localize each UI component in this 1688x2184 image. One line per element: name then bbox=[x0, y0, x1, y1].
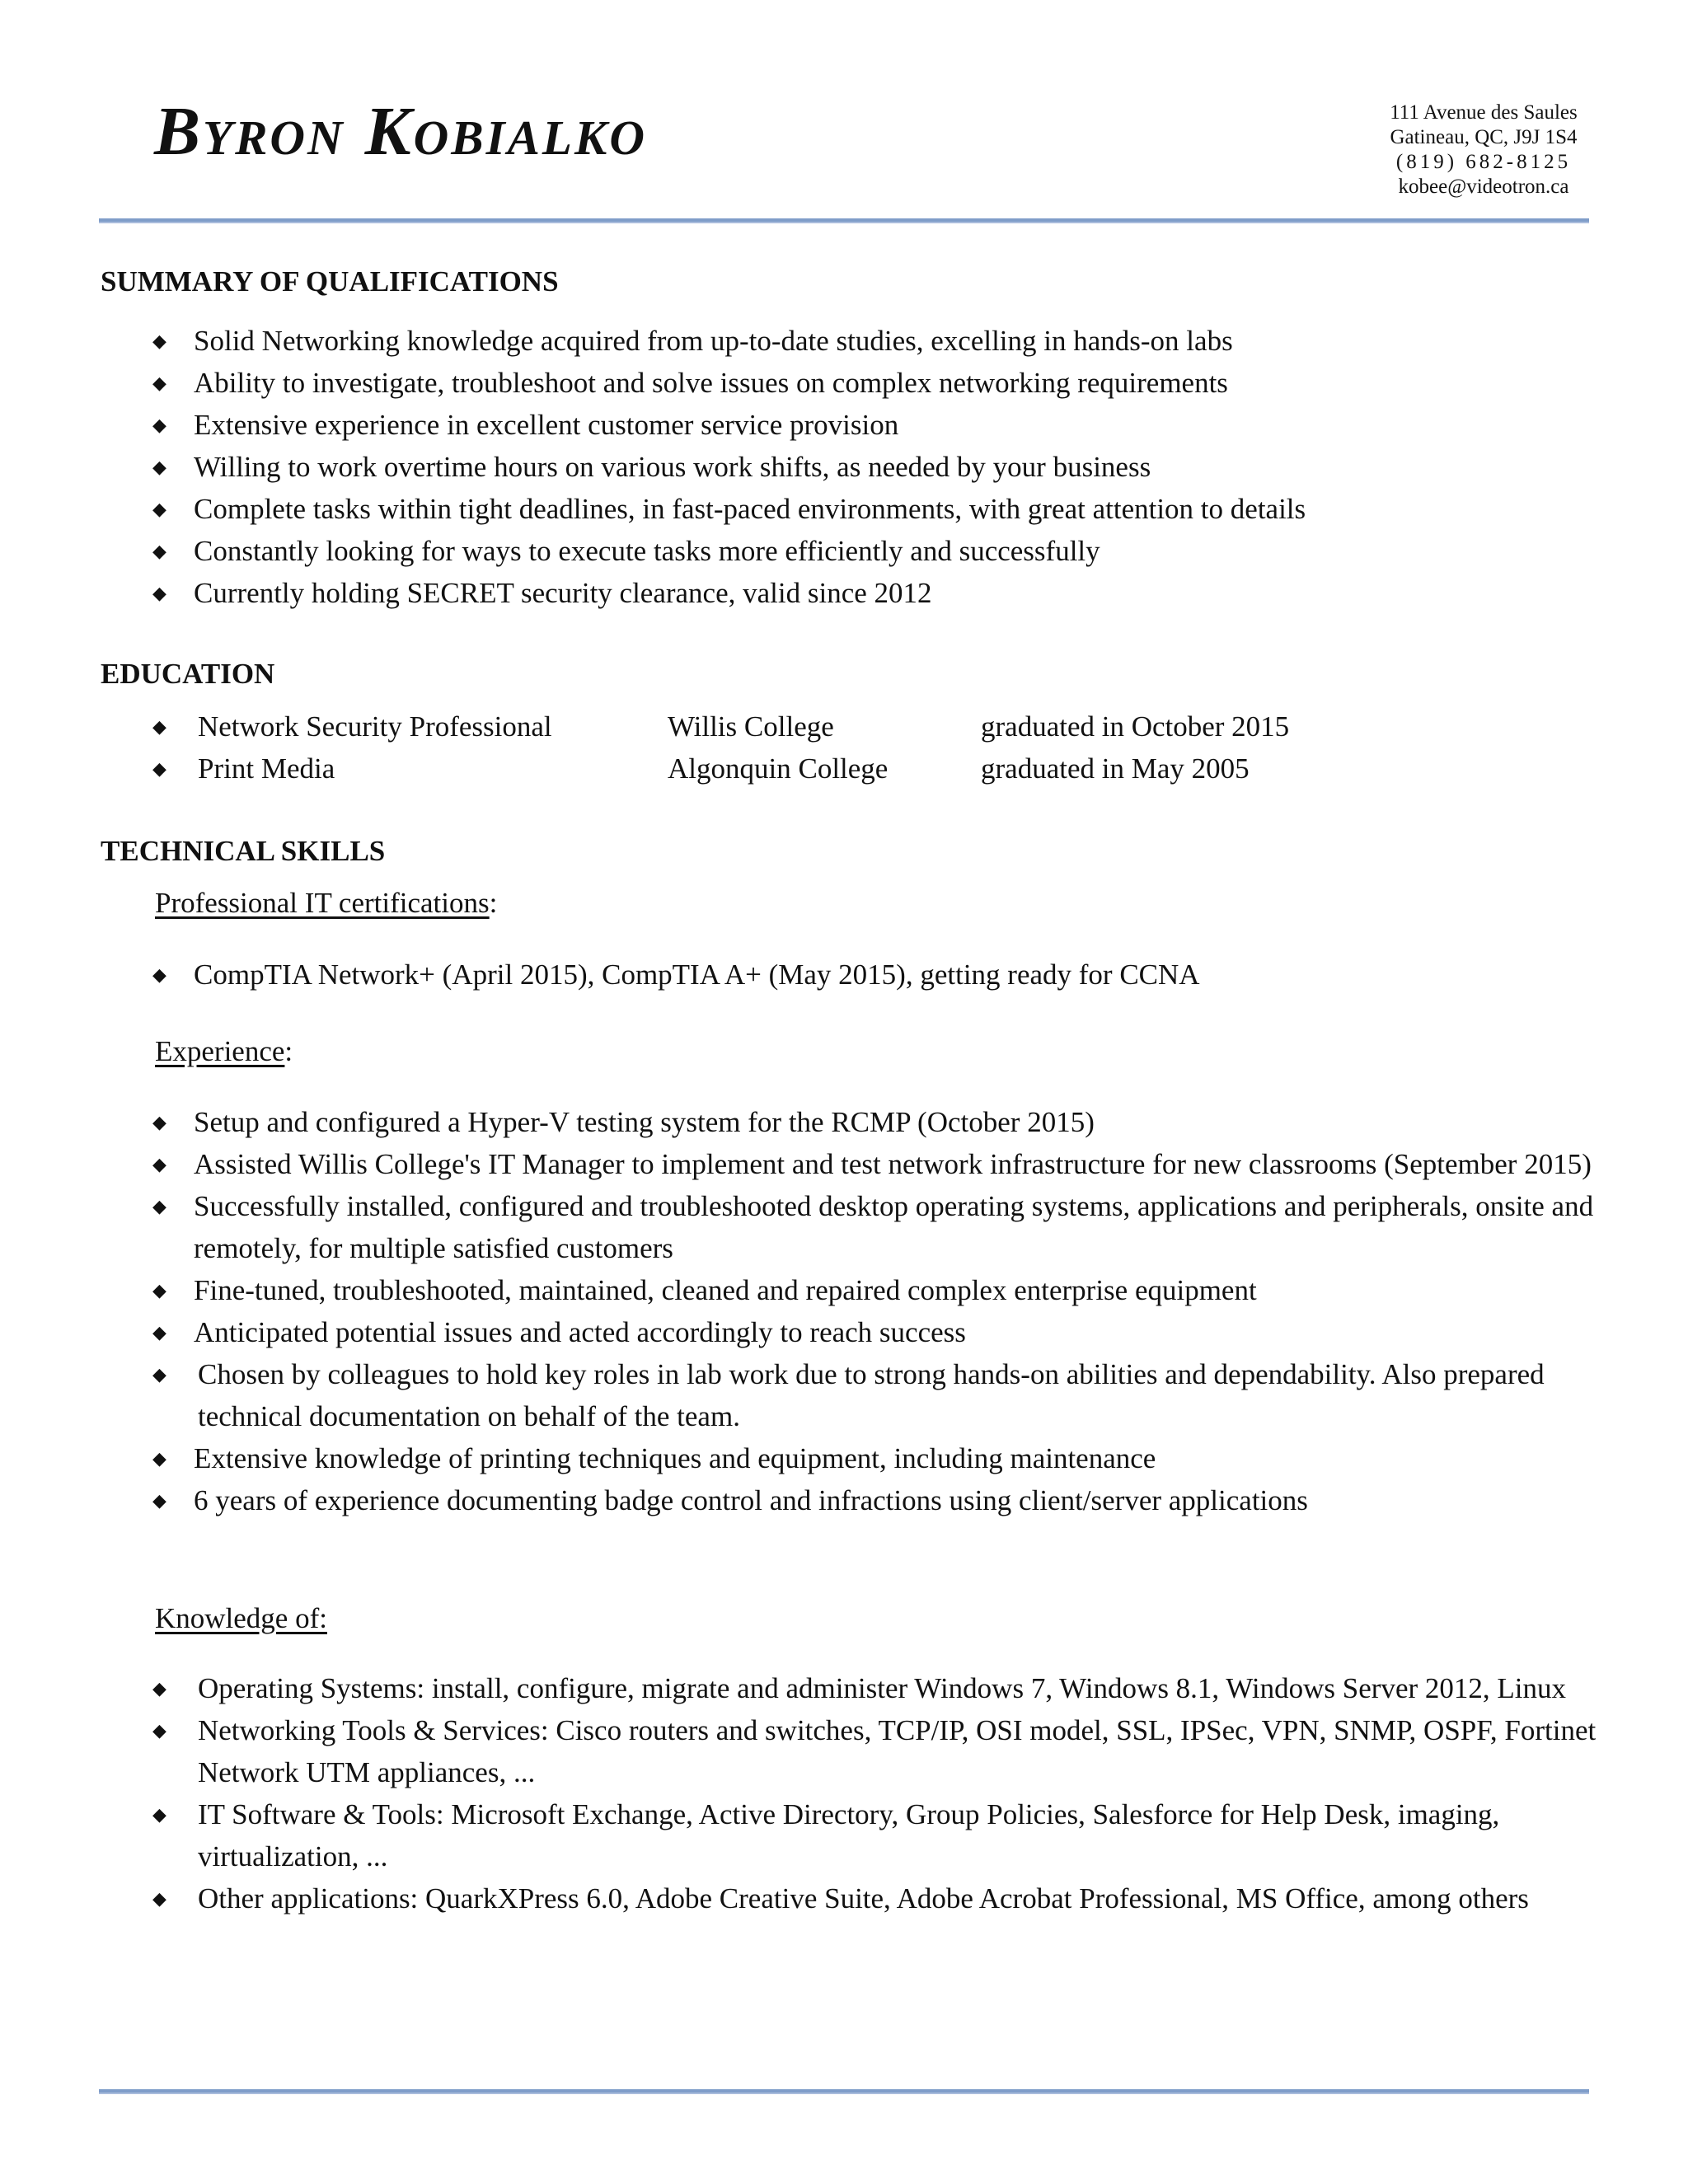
education-status: graduated in May 2005 bbox=[981, 752, 1250, 785]
list-item: ◆ IT Software & Tools: Microsoft Exchange, Active Directory, Group Policies, Salesforce for Help Desk, imaging, virtualization, ... bbox=[0, 1793, 1599, 1877]
contact-block bbox=[1319, 101, 1648, 199]
subheading-certifications: Professional IT certifications: bbox=[155, 887, 498, 919]
diamond-bullet-icon: ◆ bbox=[152, 541, 166, 561]
education-program: Network Security Professional bbox=[198, 710, 552, 743]
diamond-bullet-icon: ◆ bbox=[152, 1888, 166, 1909]
list-item: ◆ Networking Tools & Services: Cisco routers and switches, TCP/IP, OSI model, SSL, IPSec, VPN, SNMP, OSPF, Fortinet Network UTM appliances, ... bbox=[0, 1709, 1599, 1793]
diamond-bullet-icon: ◆ bbox=[152, 1490, 166, 1511]
footer-divider bbox=[99, 2089, 1589, 2094]
list-item: ◆ Extensive knowledge of printing techniques and equipment, including maintenance bbox=[0, 1437, 1595, 1479]
experience-list bbox=[0, 1101, 1599, 1521]
contact-phone: (819) 682-8125 bbox=[1395, 151, 1572, 173]
section-title-education: EDUCATION bbox=[101, 658, 275, 690]
subheading-knowledge: Knowledge of: bbox=[155, 1602, 327, 1634]
diamond-bullet-icon: ◆ bbox=[152, 1678, 166, 1699]
diamond-bullet-icon: ◆ bbox=[152, 1322, 166, 1343]
diamond-bullet-icon: ◆ bbox=[152, 330, 166, 351]
list-item: ◆ Assisted Willis College's IT Manager to implement and test network infrastructure for new classrooms (September 2015) bbox=[0, 1143, 1595, 1185]
diamond-bullet-icon: ◆ bbox=[152, 758, 166, 779]
diamond-bullet-icon: ◆ bbox=[152, 499, 166, 519]
subheading-experience: Experience: bbox=[155, 1035, 293, 1067]
education-status: graduated in October 2015 bbox=[981, 710, 1290, 743]
contact-email: kobee@videotron.ca bbox=[1398, 176, 1569, 198]
diamond-bullet-icon: ◆ bbox=[152, 1364, 166, 1385]
diamond-bullet-icon: ◆ bbox=[152, 415, 166, 435]
list-item: ◆ Fine-tuned, troubleshooted, maintained, cleaned and repaired complex enterprise equipment bbox=[0, 1269, 1595, 1311]
section-title-summary: SUMMARY OF QUALIFICATIONS bbox=[101, 265, 559, 298]
diamond-bullet-icon: ◆ bbox=[152, 1196, 166, 1216]
list-item: ◆ 6 years of experience documenting badge control and infractions using client/server applications bbox=[0, 1479, 1595, 1521]
list-item: ◆ Chosen by colleagues to hold key roles in lab work due to strong hands-on abilities and dependability. Also prepared technical documentation on behalf of the team. bbox=[0, 1353, 1599, 1437]
diamond-bullet-icon: ◆ bbox=[152, 1804, 166, 1825]
education-school: Algonquin College bbox=[668, 752, 889, 785]
list-item: ◆ Successfully installed, configured and troubleshooted desktop operating systems, applications and peripherals, onsite and remotely, for multiple satisfied customers bbox=[0, 1185, 1595, 1269]
list-item: ◆ Other applications: QuarkXPress 6.0, Adobe Creative Suite, Adobe Acrobat Professional, MS Office, among others bbox=[0, 1877, 1599, 1919]
diamond-bullet-icon: ◆ bbox=[152, 1448, 166, 1469]
list-item: ◆ Ability to investigate, troubleshoot and solve issues on complex networking requirements bbox=[0, 362, 1595, 404]
diamond-bullet-icon: ◆ bbox=[152, 1720, 166, 1741]
diamond-bullet-icon: ◆ bbox=[152, 373, 166, 393]
list-item: ◆ Solid Networking knowledge acquired from up-to-date studies, excelling in hands-on labs bbox=[0, 320, 1595, 362]
diamond-bullet-icon: ◆ bbox=[152, 1154, 166, 1174]
certifications-list bbox=[0, 954, 1595, 996]
list-item: ◆ Currently holding SECRET security clearance, valid since 2012 bbox=[0, 572, 1595, 614]
list-item: ◆ Setup and configured a Hyper-V testing system for the RCMP (October 2015) bbox=[0, 1101, 1595, 1143]
knowledge-list bbox=[0, 1667, 1599, 1919]
summary-list bbox=[0, 320, 1595, 614]
diamond-bullet-icon: ◆ bbox=[152, 1112, 166, 1132]
diamond-bullet-icon: ◆ bbox=[152, 457, 166, 477]
diamond-bullet-icon: ◆ bbox=[152, 583, 166, 603]
list-item: ◆ Operating Systems: install, configure, migrate and administer Windows 7, Windows 8.1, Windows Server 2012, Linux bbox=[0, 1667, 1599, 1709]
list-item: ◆ Constantly looking for ways to execute tasks more efficiently and successfully bbox=[0, 530, 1595, 572]
diamond-bullet-icon: ◆ bbox=[152, 1280, 166, 1301]
list-item: ◆ Complete tasks within tight deadlines, in fast-paced environments, with great attention to details bbox=[0, 488, 1595, 530]
diamond-bullet-icon: ◆ bbox=[152, 716, 166, 737]
list-item: ◆ Anticipated potential issues and acted accordingly to reach success bbox=[0, 1311, 1595, 1353]
header-divider bbox=[99, 218, 1589, 223]
list-item: ◆ CompTIA Network+ (April 2015), CompTIA A+ (May 2015), getting ready for CCNA bbox=[0, 954, 1595, 996]
candidate-name: Byron Kobialko bbox=[154, 93, 647, 170]
diamond-bullet-icon: ◆ bbox=[152, 964, 166, 985]
education-school: Willis College bbox=[668, 710, 834, 743]
contact-address: 111 Avenue des Saules bbox=[1390, 101, 1578, 124]
section-title-technical: TECHNICAL SKILLS bbox=[101, 835, 386, 867]
list-item: ◆ Extensive experience in excellent customer service provision bbox=[0, 404, 1595, 446]
contact-city: Gatineau, QC, J9J 1S4 bbox=[1390, 126, 1578, 148]
list-item: ◆ Willing to work overtime hours on various work shifts, as needed by your business bbox=[0, 446, 1595, 488]
education-program: Print Media bbox=[198, 752, 335, 785]
